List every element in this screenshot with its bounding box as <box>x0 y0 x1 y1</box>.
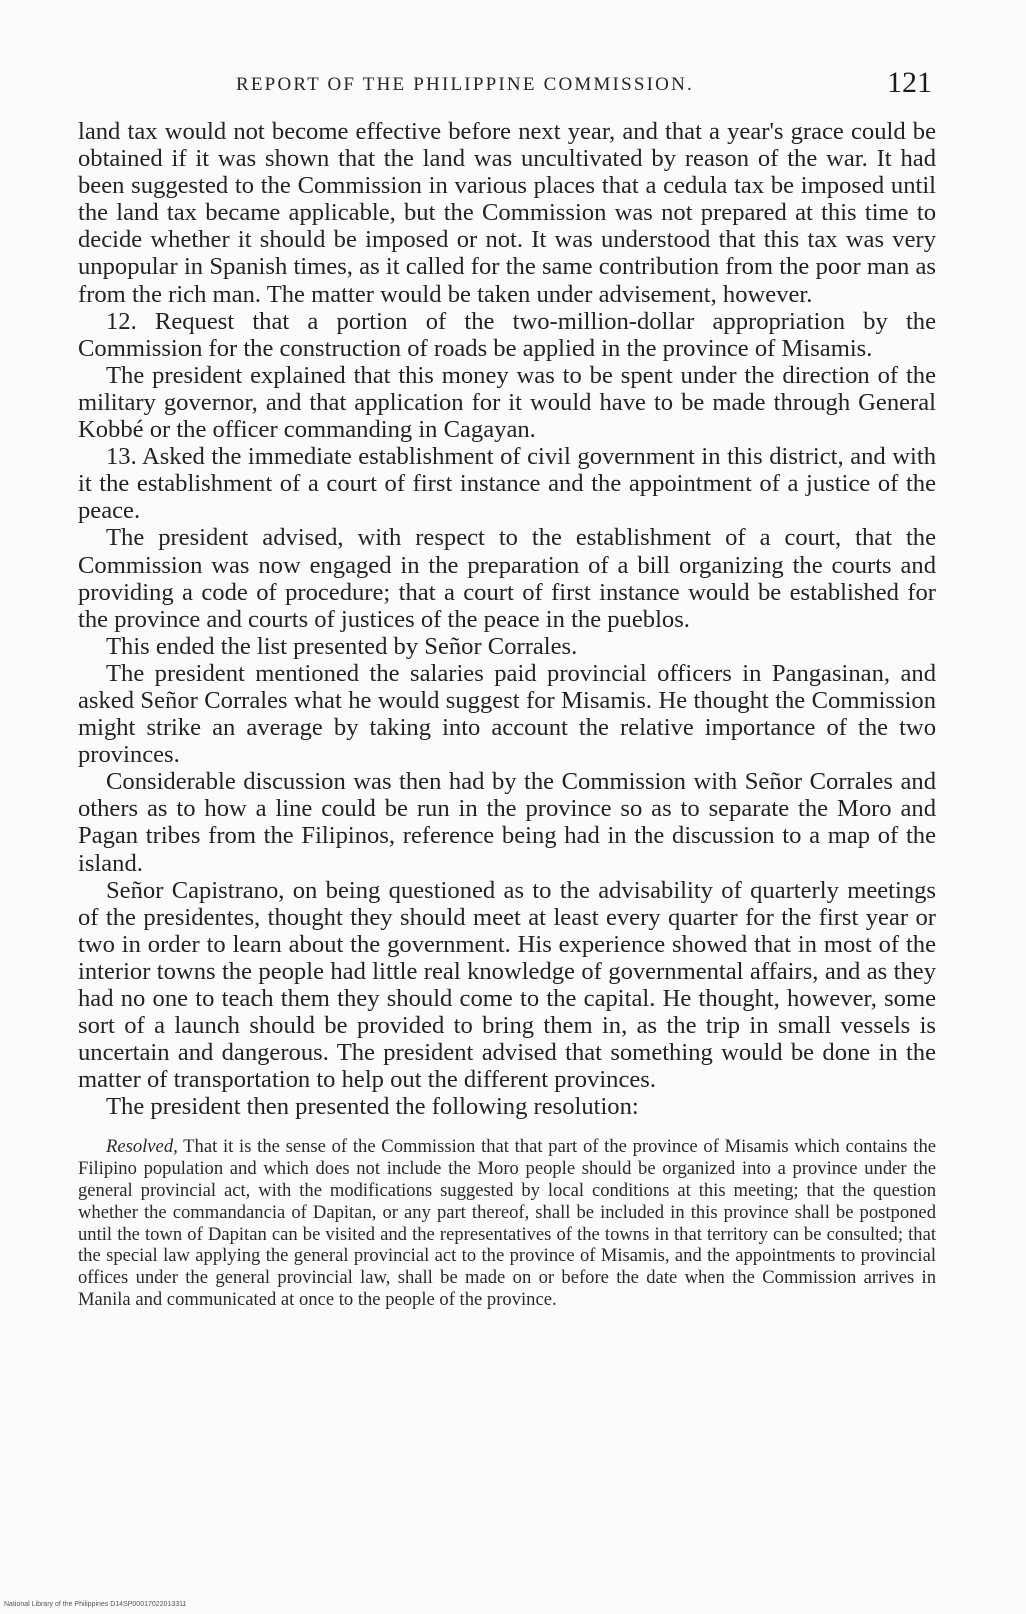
paragraph-capistrano: Señor Capistrano, on being questioned as to the advisability of quarterly meetings of the presidentes, thought they should meet at least every quarter for the first year or two in order to learn about the government. His experience showed that in most of the interior towns the people had little real knowledge of governmental affairs, and as they had no one to teach them they should come to the capital. He thought, however, some sort of a launch should be provided to bring them in, as the trip in small vessels is uncertain and dangerous. The president advised that something would be done in the matter of transportation to help out the different provinces. <box>78 876 936 1094</box>
resolution-block <box>78 1136 936 1310</box>
paragraph-tribes-discussion: Considerable discussion was then had by the Commission with Señor Corrales and others as to how a line could be run in the province so as to separate the Moro and Pagan tribes from the Filipinos, reference being had in the discussion to a map of the island. <box>78 768 936 877</box>
resolution-text: That it is the sense of the Commission that that part of the province of Misamis which contains the Filipino population and which does not include the Moro people should be organized into a province under the general provincial act, with the modifications suggested by local conditions at this meeting; that the question whether the commandancia of Dapitan, or any part thereof, shall be included in this province shall be postponed until the town of Dapitan can be visited and the representatives of the towns in that territory can be consulted; that the special law applying the general provincial act to the province of Misamis, and the appointments to provincial offices under the general provincial law, shall be made on or before the date when the Commission arrives in Manila and communicated at once to the people of the province. <box>78 1136 936 1311</box>
paragraph-president-roads-reply: The president explained that this money was to be spent under the direction of the military governor, and that application for it would have to be made through General Kobbé or the officer commanding in Cagayan. <box>78 361 936 444</box>
paragraph-salaries: The president mentioned the salaries paid provincial officers in Pangasinan, and asked Señor Corrales what he would suggest for Misamis. He thought the Commission might strike an average by taking into account the relative importance of the two provinces. <box>78 659 936 769</box>
paragraph-president-court-reply: The president advised, with respect to the establishment of a court, that the Commission was now engaged in the preparation of a bill organizing the courts and providing a code of procedure; that a court of first instance would be established for the province and courts of justices of the peace in the pueblos. <box>78 524 936 633</box>
paragraph-item-12: 12. Request that a portion of the two-million-dollar appropriation by the Commission for the construction of roads be applied in the province of Misamis. <box>78 307 936 362</box>
running-title: REPORT OF THE PHILIPPINE COMMISSION. <box>236 74 694 95</box>
paragraph-resolution-intro: The president then presented the following resolution: <box>106 1093 639 1121</box>
paragraph-item-13: 13. Asked the immediate establishment of civil government in this district, and with it the establishment of a court of first instance and the appointment of a justice of the peace. <box>78 443 936 525</box>
resolution-lead: Resolved, <box>106 1136 178 1158</box>
body-text <box>78 118 936 1311</box>
paragraph-list-ended: This ended the list presented by Señor Corrales. <box>106 632 578 660</box>
paragraph-continuation: land tax would not become effective before next year, and that a year's grace could be obtained if it was shown that the land was uncultivated by reason of the war. It had been suggested to the Commission in various places that a cedula tax be imposed until the land tax became applicable, but the Commission was not prepared at this time to decide whether it should be imposed or not. It was understood that this tax was very unpopular in Spanish times, as it called for the same contribution from the poor man as from the rich man. The matter would be taken under advisement, however. <box>78 118 936 308</box>
page-number: 121 <box>887 66 932 99</box>
scan-footer-note: National Library of the Philippines D14SP00017022013311 <box>4 1601 187 1608</box>
